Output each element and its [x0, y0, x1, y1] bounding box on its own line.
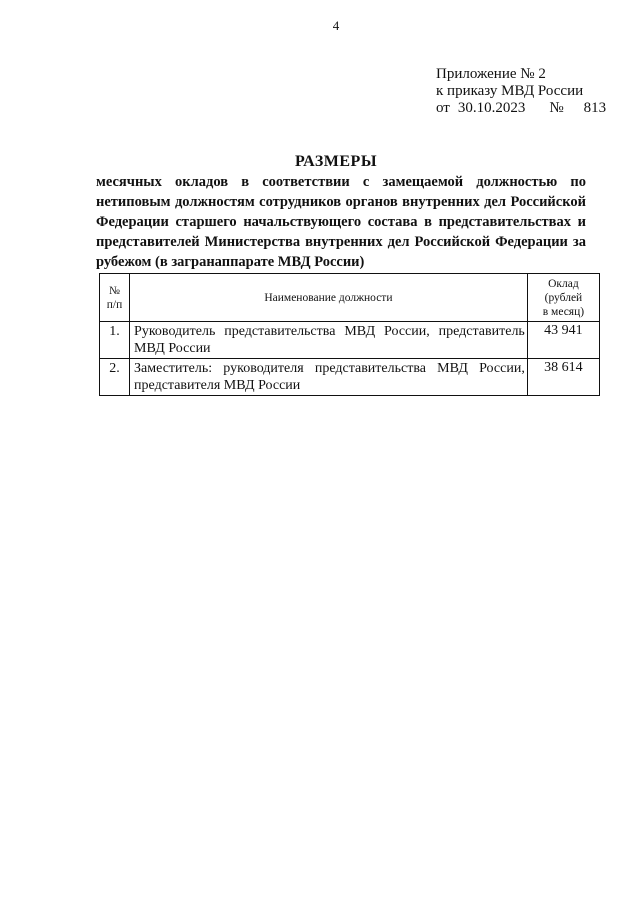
order-date: 30.10.2023	[457, 100, 526, 116]
row-number: 2.	[100, 359, 130, 396]
order-details	[436, 100, 606, 117]
appendix-number: Приложение № 2	[436, 66, 546, 82]
header-salary-line3: в месяц)	[542, 305, 585, 318]
page-number: 4	[332, 18, 340, 33]
appendix-order-reference: к приказу МВД России	[436, 83, 584, 99]
order-number: 813	[583, 100, 607, 116]
salary-table	[99, 273, 600, 396]
header-number	[100, 274, 130, 322]
header-number-line1: №	[109, 284, 121, 297]
table-row	[100, 322, 600, 359]
document-title: РАЗМЕРЫ	[294, 153, 378, 170]
table-row	[100, 359, 600, 396]
row-number: 1.	[100, 322, 130, 359]
row-salary: 38 614	[527, 359, 599, 396]
order-number-label: №	[549, 100, 564, 116]
row-position-name: Руководитель представительства МВД России, представитель МВД России	[130, 322, 528, 359]
appendix-reference	[436, 66, 606, 117]
header-salary-line2: (рублей	[544, 291, 583, 304]
document-subtitle: месячных окладов в соответствии с замещаемой должностью по нетиповым должностям сотрудников органов внутренних дел Российской Федерации старшего начальствующего состава в представительствах и представителей Министерства внутренних дел Российской Федерации за рубежом (в загранаппарате МВД России)	[96, 174, 586, 270]
header-number-line2: п/п	[106, 298, 123, 311]
header-salary	[527, 274, 599, 322]
header-salary-line1: Оклад	[548, 277, 579, 290]
header-position-name: Наименование должности	[130, 274, 528, 322]
row-position-name: Заместитель: руководителя представительства МВД России, представителя МВД России	[130, 359, 528, 396]
table-header-row	[100, 274, 600, 322]
row-salary: 43 941	[527, 322, 599, 359]
order-prefix: от	[436, 100, 450, 116]
